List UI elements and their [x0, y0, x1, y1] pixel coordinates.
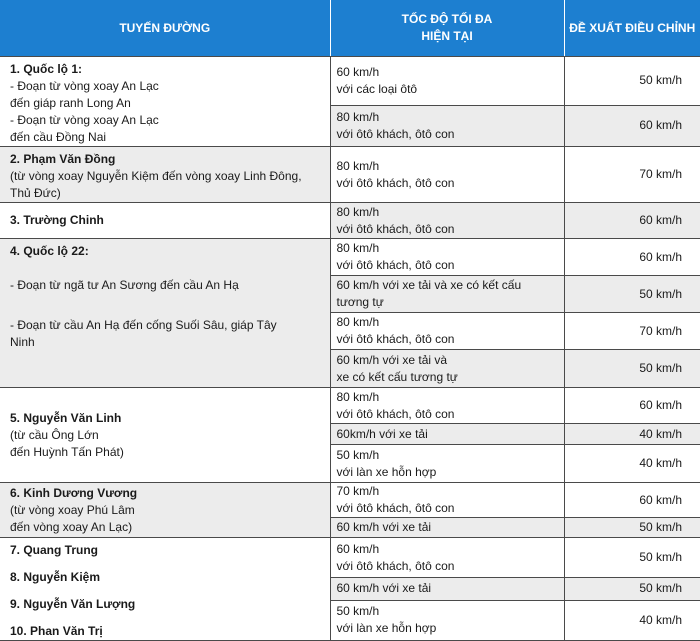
current-limit: 70 km/h với ôtô khách, ôtô con	[330, 483, 564, 518]
proposed-limit: 60 km/h	[564, 203, 700, 239]
proposed-limit: 60 km/h	[564, 388, 700, 424]
current-limit: 80 km/h với ôtô khách, ôtô con	[330, 147, 564, 203]
road-cell: 1. Quốc lộ 1: - Đoạn từ vòng xoay An Lạc đến giáp ranh Long An - Đoạn từ vòng xoay An Lạc đến cầu Đồng Nai	[0, 57, 330, 147]
table-row	[0, 483, 700, 518]
proposed-limit: 50 km/h	[564, 538, 700, 578]
current-limit: 80 km/h với ôtô khách, ôtô con	[330, 239, 564, 276]
current-limit: 50 km/h với làn xe hỗn hợp	[330, 445, 564, 483]
road-cell: 6. Kinh Dương Vương (từ vòng xoay Phú Lâm đến vòng xoay An Lạc)	[0, 483, 330, 538]
road-cell: 5. Nguyễn Văn Linh (từ cầu Ông Lớn đến Huỳnh Tấn Phát)	[0, 388, 330, 483]
table-row	[0, 538, 700, 578]
road-cell	[0, 538, 330, 641]
header-current: TỐC ĐỘ TỐI ĐA HIỆN TẠI	[330, 0, 564, 57]
current-limit: 60 km/h với xe tải và xe có kết cấu tương tự	[330, 350, 564, 388]
road-cell: 2. Phạm Văn Đồng (từ vòng xoay Nguyễn Kiệm đến vòng xoay Linh Đông, Thủ Đức)	[0, 147, 330, 203]
road-name: 10. Phan Văn Trị	[10, 624, 103, 638]
proposed-limit: 50 km/h	[564, 518, 700, 538]
proposed-limit: 40 km/h	[564, 445, 700, 483]
road-name: 3. Trường Chinh	[10, 213, 104, 227]
road-cell: 4. Quốc lộ 22: - Đoạn từ ngã tư An Sương đến cầu An Hạ - Đoạn từ cầu An Hạ đến cống Suối Sâu, giáp Tây Ninh	[0, 239, 330, 388]
proposed-limit: 50 km/h	[564, 57, 700, 106]
proposed-limit: 60 km/h	[564, 483, 700, 518]
current-limit: 60km/h với xe tải	[330, 424, 564, 445]
current-limit: 60 km/h với các loại ôtô	[330, 57, 564, 106]
current-limit: 80 km/h với ôtô khách, ôtô con	[330, 105, 564, 146]
current-limit: 60 km/h với xe tải	[330, 578, 564, 601]
table-row	[0, 147, 700, 203]
road-name: 9. Nguyễn Văn Lượng	[10, 597, 136, 611]
proposed-limit: 50 km/h	[564, 578, 700, 601]
current-limit: 60 km/h với xe tải và xe có kết cấu tương tự	[330, 276, 564, 313]
road-cell	[0, 203, 330, 239]
current-limit: 80 km/h với ôtô khách, ôtô con	[330, 313, 564, 350]
header-row	[0, 0, 700, 57]
road-name: 5. Nguyễn Văn Linh	[10, 410, 122, 425]
proposed-limit: 60 km/h	[564, 105, 700, 146]
table-row	[0, 388, 700, 424]
current-limit: 80 km/h với ôtô khách, ôtô con	[330, 388, 564, 424]
road-name: 7. Quang Trung	[10, 543, 99, 557]
road-name: 2. Phạm Văn Đồng	[10, 152, 116, 166]
proposed-limit: 40 km/h	[564, 424, 700, 445]
current-limit: 80 km/h với ôtô khách, ôtô con	[330, 203, 564, 239]
proposed-limit: 50 km/h	[564, 276, 700, 313]
header-road: TUYẾN ĐƯỜNG	[0, 0, 330, 57]
proposed-limit: 70 km/h	[564, 147, 700, 203]
current-limit: 60 km/h với xe tải	[330, 518, 564, 538]
proposed-limit: 50 km/h	[564, 350, 700, 388]
road-name: 8. Nguyễn Kiệm	[10, 570, 101, 584]
current-limit: 60 km/h với ôtô khách, ôtô con	[330, 538, 564, 578]
proposed-limit: 60 km/h	[564, 239, 700, 276]
header-proposed: ĐỀ XUẤT ĐIỀU CHỈNH	[564, 0, 700, 57]
table-row	[0, 239, 700, 276]
table-row	[0, 57, 700, 106]
road-name: 1. Quốc lộ 1:	[10, 62, 83, 76]
road-name: 6. Kinh Dương Vương	[10, 485, 138, 500]
proposed-limit: 40 km/h	[564, 600, 700, 640]
proposed-limit: 70 km/h	[564, 313, 700, 350]
current-limit: 50 km/h với làn xe hỗn hợp	[330, 600, 564, 640]
table-row	[0, 203, 700, 239]
road-name: 4. Quốc lộ 22:	[10, 244, 89, 258]
